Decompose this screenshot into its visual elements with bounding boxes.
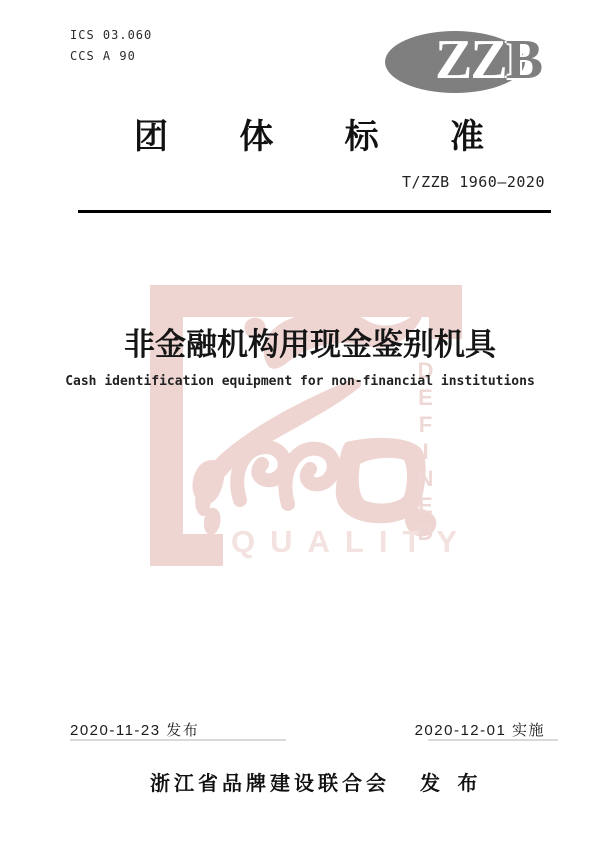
zzb-logo <box>385 30 560 94</box>
header-rule <box>78 210 551 213</box>
publish-label: 发 布 <box>420 773 484 795</box>
zzb-logo-b: B <box>505 29 542 91</box>
implementation-date-value: 2020-12-01 <box>414 722 512 739</box>
watermark-defined-text: DEFINED <box>413 358 438 547</box>
publisher-name: 浙江省品牌建设联合会 <box>150 773 390 795</box>
doc-type-char: 准 <box>449 118 484 156</box>
doc-type-char: 体 <box>239 118 274 156</box>
document-type-title <box>134 109 484 158</box>
issue-date-label: 发布 <box>166 722 200 739</box>
ccs-code: CCS A 90 <box>70 49 136 63</box>
classification-codes <box>70 25 152 67</box>
issue-date-value: 2020-11-23 <box>70 722 167 739</box>
zzb-logo-text <box>435 24 541 96</box>
standard-number: T/ZZB 1960—2020 <box>402 173 545 191</box>
doc-type-char: 团 <box>134 118 168 156</box>
implementation-date <box>415 719 545 740</box>
issue-date-underline <box>70 739 286 741</box>
standard-title-chinese: 非金融机构用现金鉴别机具 <box>124 327 496 362</box>
issue-date <box>70 719 199 740</box>
zzb-logo-zz: ZZ <box>435 29 506 91</box>
implementation-date-underline <box>428 739 558 741</box>
watermark-quality-text: QUALITY <box>231 524 473 559</box>
implementation-date-label: 实施 <box>511 722 545 739</box>
ics-code: ICS 03.060 <box>70 28 153 42</box>
doc-type-char: 标 <box>344 118 379 156</box>
standard-title-english: Cash identification equipment for non-financial institutions <box>65 374 535 389</box>
